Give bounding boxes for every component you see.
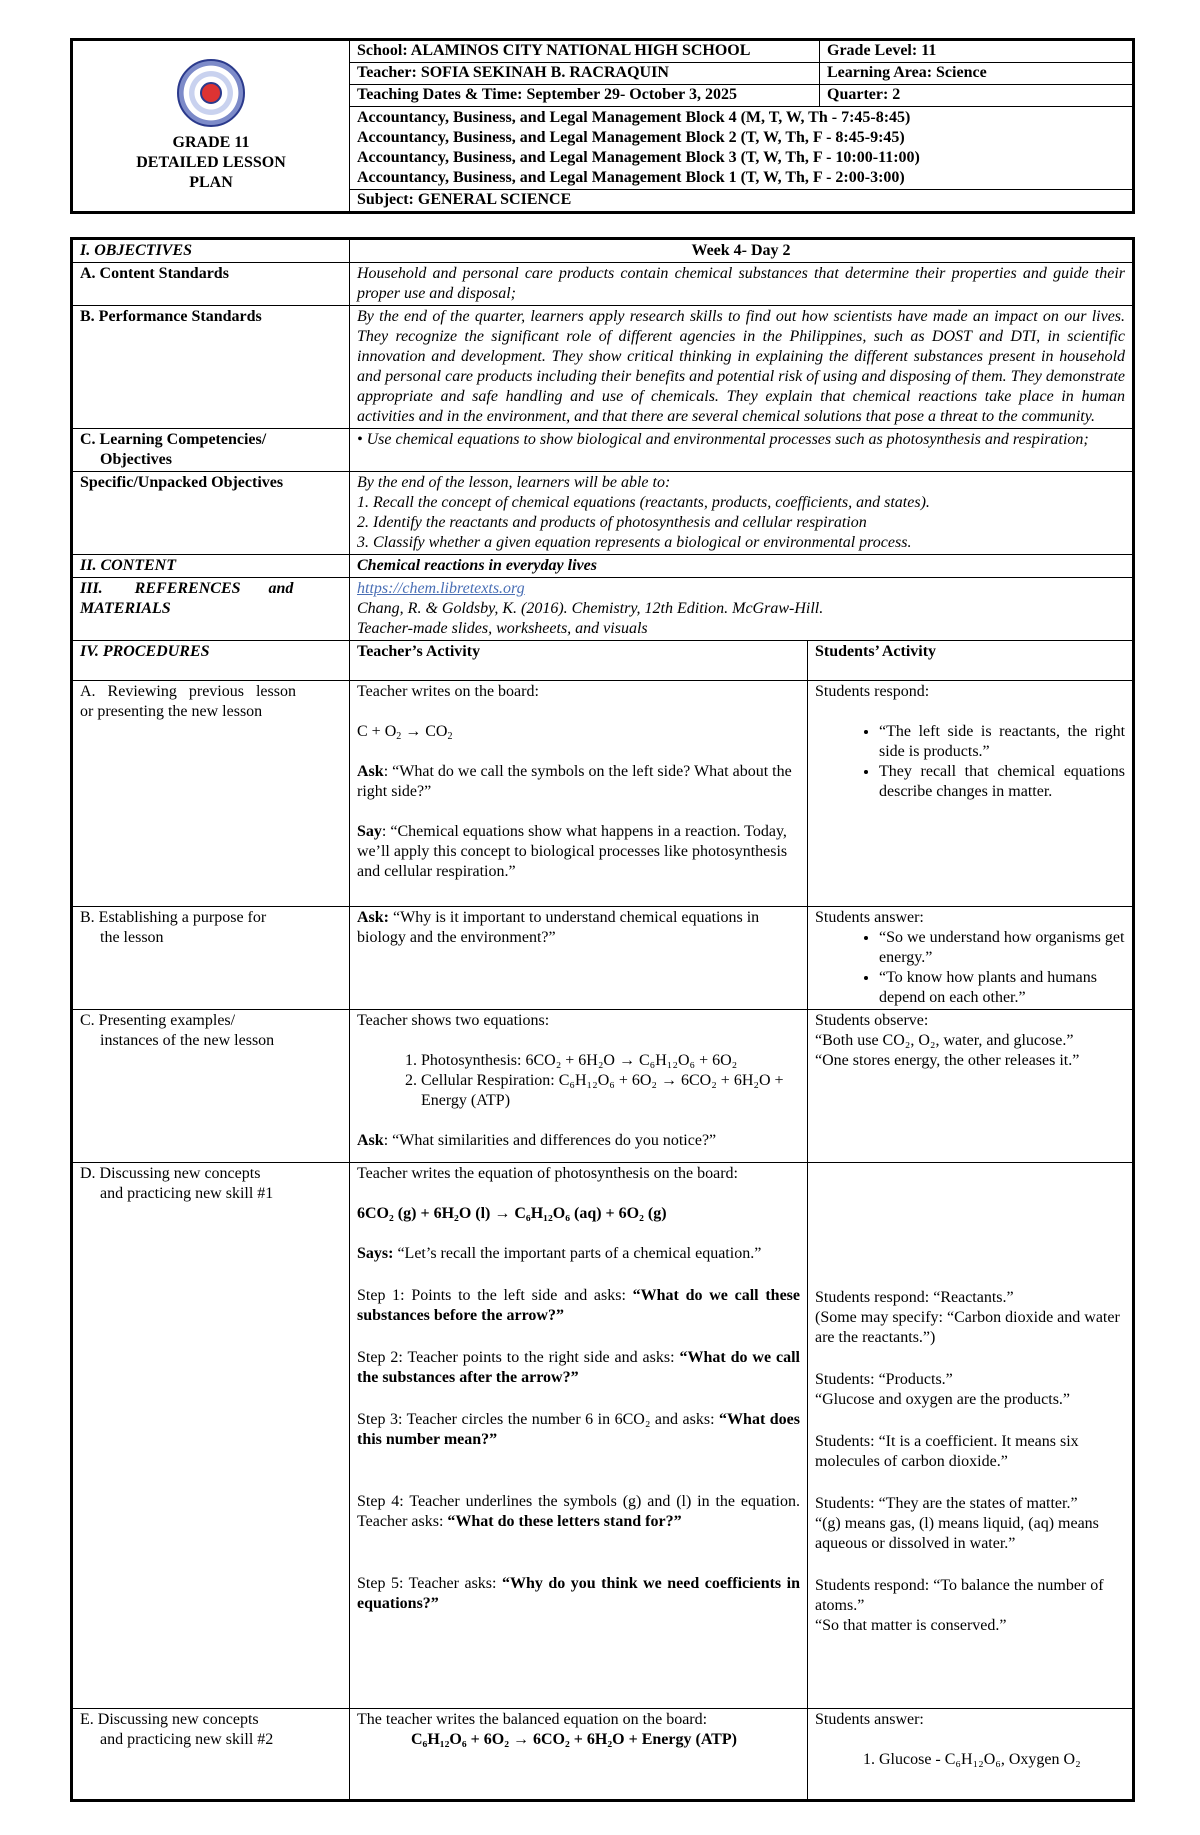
references-label-line1: III. REFERENCES and <box>80 580 294 597</box>
procedure-e-teacher <box>350 1709 808 1801</box>
students-intro: Students observe: <box>815 1012 929 1029</box>
procedure-a-teacher <box>350 681 808 907</box>
procedures-label: IV. PROCEDURES <box>72 641 350 681</box>
competencies-text: • Use chemical equations to show biological and environmental processes such as photosynthesis and respiration; <box>350 429 1134 472</box>
deped-seal-icon <box>177 59 245 127</box>
specific-objectives-cell <box>350 472 1134 555</box>
title-line1: GRADE 11 <box>172 134 250 151</box>
procedure-d-label-line1: D. Discussing new concepts <box>80 1165 261 1182</box>
performance-standards-text: By the end of the quarter, learners apply research skills to find out how scientists have made an impact on our lives. They recognize the significant role of different agencies in the Philippines, such as DOST and DTI, in scientific innovation and development. They show critical thinking in explaining the different substances present in household and personal care products including their benefits and potential risk of using and disposing of them. They demonstrate appropriate and safe handling and use of chemicals. They explain that chemical reactions take place in human activities and in the environment, and that there are several chemical solutions that pose a threat to the community. <box>350 306 1134 429</box>
procedure-e-label <box>72 1709 350 1801</box>
list-item: • “The left side is reactants, the right side is products.” <box>879 722 1125 762</box>
procedure-c-students <box>808 1010 1134 1163</box>
content-standards-text: Household and personal care products contain chemical substances that determine their properties and guide their proper use and disposal; <box>350 263 1134 306</box>
week-day: Week 4- Day 2 <box>350 239 1134 263</box>
student-response: Students: “Products.” <box>815 1371 953 1388</box>
block-line: Accountancy, Business, and Legal Management Block 4 (M, T, W, Th - 7:45-8:45) <box>357 109 911 126</box>
specific-intro: By the end of the lesson, learners will be able to: <box>357 474 671 491</box>
student-response: “So that matter is conserved.” <box>815 1617 1007 1634</box>
procedure-a-students <box>808 681 1134 907</box>
specific-item: 2. Identify the reactants and products of photosynthesis and cellular respiration <box>357 514 867 531</box>
teacher-intro: Teacher writes the equation of photosynthesis on the board: <box>357 1165 738 1182</box>
students-list <box>815 1750 1125 1770</box>
student-response: “(g) means gas, (l) means liquid, (aq) means aqueous or dissolved in water.” <box>815 1515 1099 1552</box>
procedure-c-label <box>72 1010 350 1163</box>
blocks-cell <box>350 107 1134 190</box>
teacher-intro: Teacher writes on the board: <box>357 683 539 700</box>
block-line: Accountancy, Business, and Legal Management Block 2 (T, W, Th, F - 8:45-9:45) <box>357 129 905 146</box>
list-item: 2. Cellular Respiration: C₆H₁₂O₆ + 6O₂ → 6CO₂ + 6H₂O + Energy (ATP) <box>421 1071 800 1111</box>
block-line: Accountancy, Business, and Legal Management Block 3 (T, W, Th, F - 10:00-11:00) <box>357 149 920 166</box>
procedure-b-label-line2: the lesson <box>100 929 164 946</box>
students-intro: Students respond: <box>815 683 930 700</box>
step-4: Step 4: Teacher underlines the symbols (g) and (l) in the equation. Teacher asks: “What do these letters stand for?” <box>357 1493 800 1530</box>
procedure-a-label-line2: or presenting the new lesson <box>80 703 263 720</box>
content-text: Chemical reactions in everyday lives <box>350 555 1134 578</box>
procedure-a-label-line1: A. Reviewing previous lesson <box>80 683 296 700</box>
procedure-e-students <box>808 1709 1134 1801</box>
students-column-header: Students’ Activity <box>808 641 1134 681</box>
students-line: “Both use CO₂, O₂, water, and glucose.” <box>815 1032 1074 1049</box>
teacher-cell: Teacher: SOFIA SEKINAH B. RACRAQUIN <box>350 63 820 85</box>
student-response: (Some may specify: “Carbon dioxide and water are the reactants.”) <box>815 1309 1120 1346</box>
subject-cell: Subject: GENERAL SCIENCE <box>350 190 1134 213</box>
specific-item: 1. Recall the concept of chemical equations (reactants, products, coefficients, and states). <box>357 494 930 511</box>
quarter-cell: Quarter: 2 <box>820 85 1134 107</box>
procedure-d-students <box>808 1163 1134 1709</box>
teacher-ask: Ask: “Why is it important to understand chemical equations in biology and the environment?” <box>357 909 760 946</box>
teacher-intro: The teacher writes the balanced equation on the board: <box>357 1711 708 1728</box>
student-response: Students respond: “To balance the number of atoms.” <box>815 1577 1104 1614</box>
list-item: • “To know how plants and humans depend on each other.” <box>879 968 1125 1008</box>
teacher-intro: Teacher shows two equations: <box>357 1012 550 1029</box>
procedure-d-label <box>72 1163 350 1709</box>
board-equation: 6CO₂ (g) + 6H₂O (l) → C₆H₁₂O₆ (aq) + 6O₂ (g) <box>357 1205 667 1222</box>
student-response: Students: “It is a coefficient. It means six molecules of carbon dioxide.” <box>815 1433 1079 1470</box>
step-2: Step 2: Teacher points to the right side and asks: “What do we call the substances after the arrow?” <box>357 1349 800 1386</box>
procedure-c-teacher <box>350 1010 808 1163</box>
list-item: • “So we understand how organisms get energy.” <box>879 928 1125 968</box>
teacher-ask: Ask: “What do we call the symbols on the left side? What about the right side?” <box>357 763 792 800</box>
step-5: Step 5: Teacher asks: “Why do you think we need coefficients in equations?” <box>357 1575 800 1612</box>
title-line3: PLAN <box>189 174 233 191</box>
specific-item: 3. Classify whether a given equation represents a biological or environmental process. <box>357 534 912 551</box>
competencies-label <box>72 429 350 472</box>
board-equation: C₆H₁₂O₆ + 6O₂ → 6CO₂ + 6H₂O + Energy (ATP) <box>411 1731 737 1748</box>
reference-book: Chang, R. & Goldsby, K. (2016). Chemistry, 12th Edition. McGraw-Hill. <box>357 600 824 617</box>
procedure-e-label-line1: E. Discussing new concepts <box>80 1711 259 1728</box>
board-equation: $C + O_2 \to CO_2$ <box>357 723 453 742</box>
procedure-d-label-line2: and practicing new skill #1 <box>100 1185 274 1202</box>
teacher-column-header: Teacher’s Activity <box>350 641 808 681</box>
lesson-table <box>70 237 1135 1802</box>
objectives-heading: I. OBJECTIVES <box>72 239 350 263</box>
students-list <box>815 722 1125 802</box>
references-label <box>72 578 350 641</box>
performance-standards-label: B. Performance Standards <box>72 306 350 429</box>
references-label-line2: MATERIALS <box>80 600 171 617</box>
teacher-says: Says: “Let’s recall the important parts of a chemical equation.” <box>357 1245 762 1262</box>
procedure-c-label-line1: C. Presenting examples/ <box>80 1012 236 1029</box>
list-item: 1. Glucose - C₆H₁₂O₆, Oxygen O₂ <box>879 1750 1125 1770</box>
content-label: II. CONTENT <box>72 555 350 578</box>
title-cell <box>72 40 350 213</box>
specific-objectives-label: Specific/Unpacked Objectives <box>72 472 350 555</box>
title-line2: DETAILED LESSON <box>136 154 286 171</box>
reference-link[interactable]: https://chem.libretexts.org <box>357 580 525 597</box>
teacher-ask: Ask: “What similarities and differences do you notice?” <box>357 1132 717 1149</box>
procedure-b-label-line1: B. Establishing a purpose for <box>80 909 267 926</box>
list-item: 1. Photosynthesis: 6CO₂ + 6H₂O → C₆H₁₂O₆ + 6O₂ <box>421 1051 800 1071</box>
student-response: Students respond: “Reactants.” <box>815 1289 1014 1306</box>
students-line: “One stores energy, the other releases it.” <box>815 1052 1080 1069</box>
grade-level-cell: Grade Level: 11 <box>820 40 1134 63</box>
step-3: Step 3: Teacher circles the number 6 in 6CO₂ and asks: “What does this number mean?” <box>357 1411 801 1448</box>
teacher-say: Say: “Chemical equations show what happens in a reaction. Today, we’ll apply this concept to biological processes like photosynthesis and cellular respiration.” <box>357 823 788 880</box>
students-intro: Students answer: <box>815 1711 924 1728</box>
competencies-label-line1: C. Learning Competencies/ <box>80 431 267 448</box>
procedure-d-teacher <box>350 1163 808 1709</box>
equation-list <box>357 1051 800 1111</box>
references-cell <box>350 578 1134 641</box>
step-1: Step 1: Points to the left side and asks: “What do we call these substances before the arrow?” <box>357 1287 800 1324</box>
procedure-b-label <box>72 907 350 1010</box>
header-table <box>70 38 1135 214</box>
procedure-b-students <box>808 907 1134 1010</box>
procedure-a-label <box>72 681 350 907</box>
block-line: Accountancy, Business, and Legal Management Block 1 (T, W, Th, F - 2:00-3:00) <box>357 169 905 186</box>
students-intro: Students answer: <box>815 909 924 926</box>
procedure-e-label-line2: and practicing new skill #2 <box>100 1731 274 1748</box>
content-standards-label: A. Content Standards <box>72 263 350 306</box>
student-response: “Glucose and oxygen are the products.” <box>815 1391 1071 1408</box>
list-item: • They recall that chemical equations describe changes in matter. <box>879 762 1125 802</box>
competencies-label-line2: Objectives <box>100 451 172 468</box>
school-cell: School: ALAMINOS CITY NATIONAL HIGH SCHOOL <box>350 40 820 63</box>
procedure-b-teacher <box>350 907 808 1010</box>
students-list <box>815 928 1125 1008</box>
procedure-c-label-line2: instances of the new lesson <box>100 1032 275 1049</box>
dates-cell: Teaching Dates & Time: September 29- October 3, 2025 <box>350 85 820 107</box>
learning-area-cell: Learning Area: Science <box>820 63 1134 85</box>
reference-other: Teacher-made slides, worksheets, and visuals <box>357 620 648 637</box>
student-response: Students: “They are the states of matter.” <box>815 1495 1078 1512</box>
